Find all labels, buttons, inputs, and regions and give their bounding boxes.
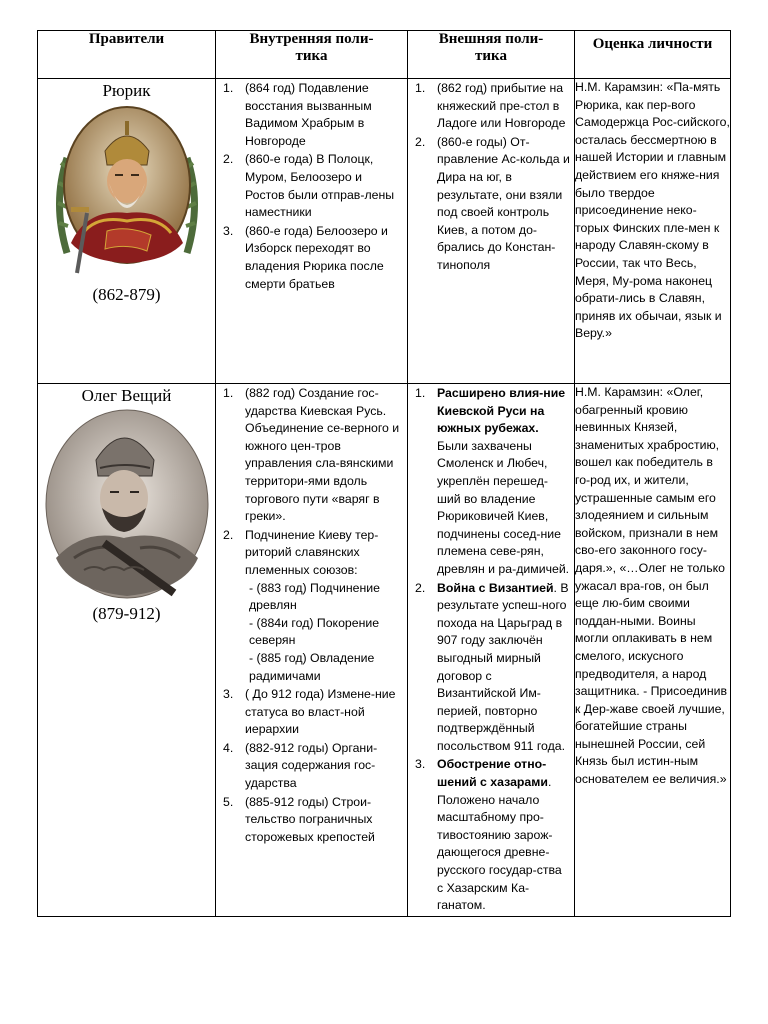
list-item xyxy=(216,80,407,150)
item-bold-text: Расширено влия-ние Киевской Руси на южных рубежах. xyxy=(437,386,566,436)
list-item xyxy=(408,580,574,756)
ruler-dates: (862-879) xyxy=(92,285,161,304)
item-number: 2. xyxy=(223,152,234,167)
list-item xyxy=(216,794,407,847)
list-item xyxy=(408,385,574,579)
ruler-cell xyxy=(38,384,216,917)
list-item xyxy=(408,134,574,275)
internal-policy-cell xyxy=(216,384,408,917)
item-text: (862 год) прибытие на княжеский пре-стол в Ладоге или Новгороде xyxy=(437,81,566,131)
item-number: 5. xyxy=(223,794,234,809)
item-number: 2. xyxy=(415,134,426,149)
item-text: ( До 912 года) Измене-ние статуса во власт-ной иерархии xyxy=(245,687,396,737)
header-personality-assessment: Оценка личности xyxy=(575,31,731,79)
item-text: (860-е годы) От-правление Ас-кольда и Дира на юг, в результате, они взяли под своей контроль Киев, а потом до-брались до Констан-тинополя xyxy=(437,134,570,272)
oleg-portrait-image xyxy=(44,408,210,600)
list-item xyxy=(216,686,407,739)
ruler-row-rurik xyxy=(38,79,731,384)
ruler-cell xyxy=(38,79,216,384)
assessment-cell xyxy=(575,79,731,384)
ruler-name: Олег Вещий xyxy=(81,386,172,405)
list-item xyxy=(408,80,574,133)
item-text: (882 год) Создание гос-ударства Киевская Русь. Объединение се-верного и южного цен-тров управления сла-вянскими территори-ями вдоль торгового пути «варяг в греки». xyxy=(245,386,400,524)
internal-policy-cell xyxy=(216,79,408,384)
item-number: 2. xyxy=(415,580,426,595)
item-number: 2. xyxy=(223,527,234,542)
ruler-name: Рюрик xyxy=(102,81,151,100)
item-bold-text: Война с Византией xyxy=(437,580,554,595)
list-item xyxy=(216,223,407,293)
list-item xyxy=(216,151,407,221)
item-number: 1. xyxy=(415,81,426,95)
rurik-portrait-image xyxy=(47,103,207,281)
item-number: 3. xyxy=(415,757,426,772)
list-item xyxy=(408,756,574,914)
header-external-policy-text: Внешняя поли- тика xyxy=(438,31,544,64)
ruler-dates: (879-912) xyxy=(92,604,161,623)
header-internal-policy xyxy=(216,31,408,79)
item-number: 3. xyxy=(223,687,234,702)
header-rulers: Правители xyxy=(38,31,216,79)
rulers-table xyxy=(37,30,731,917)
assessment-text: Н.М. Карамзин: «Олег, обагренный кровию невинных Князей, знаменитых храбростию, вошел как победитель в го-род их, и жители, устрашенные самым его злодеянием и сильным войском, признали в нем сво-его законного госу-даря.», «…Олег не только ужасал вра-гов, он был еще лю-бим своими поддан-ными. Воины могли оплакивать в нем смелого, искусного предводителя, а народ защитника. - Присоединив к Дер-жаве своей лучшие, богатейшие страны нынешней России, сей Князь был истин-ным основателем ее величия.» xyxy=(575,385,728,787)
item-text: (860-е года) Белоозеро и Изборск переходят во владения Рюрика после смерти братьев xyxy=(245,223,388,291)
list-item xyxy=(216,527,407,685)
item-bold-text: Обострение отно-шений с хазарами xyxy=(437,757,548,790)
list-item xyxy=(216,385,407,526)
assessment-text: Н.М. Карамзин: «Па-мять Рюрика, как пер-вого Самодержца Рос-сийского, осталась бессмертною в нашей Истории и главным действием его княже-ния было твердое присоединение неко-торых Финских пле-мен к народу Славян-скому в России, так что Весь, Меря, Му-рома наконец обрати-лись в Славян, приняв их обычаи, язык и Веру.» xyxy=(575,80,730,341)
item-number: 1. xyxy=(223,81,234,95)
item-text: (860-е года) В Полоцк, Муром, Белоозеро и Ростов были отправ-лены наместники xyxy=(245,152,395,220)
header-external-policy xyxy=(408,31,575,79)
item-text: Были захвачены Смоленск и Любеч, укреплён перешед-ший во владение Рюриковичей Киев, подчинены сосед-ние племена севе-рян, древлян и ра-димичей. xyxy=(437,438,570,576)
external-policy-cell xyxy=(408,79,575,384)
item-number: 4. xyxy=(223,740,234,755)
item-number: 3. xyxy=(223,223,234,238)
list-item xyxy=(216,740,407,793)
item-text: (882-912 годы) Органи-зация содержания гос-ударства xyxy=(245,740,378,791)
header-internal-policy-text: Внутренняя поли- тика xyxy=(249,31,374,64)
sub-item: - (883 год) Подчинение древлян xyxy=(249,580,380,613)
item-text: (885-912 годы) Строи-тельство пограничных сторожевых крепостей xyxy=(245,794,375,844)
item-text: Подчинение Киеву тер-риторий славянских племенных союзов: xyxy=(245,527,379,577)
item-number: 1. xyxy=(415,386,426,400)
header-row xyxy=(38,31,731,79)
external-policy-cell xyxy=(408,384,575,917)
sub-item: - (885 год) Овладение радимичами xyxy=(249,650,375,683)
item-text: . Положено начало масштабному про-тивостоянию зарож-дающегося древне-русского государ-ства с Хазарским Ка-ганатом. xyxy=(437,775,562,913)
item-text: . В результате успеш-ного похода на Царьград в 907 году заключён выгодный мирный договор с Византийской Им-перией, повторно подтверждённый посольством 911 года. xyxy=(437,580,569,753)
item-text: (864 год) Подавление восстания вызванным Вадимом Храбрым в Новгороде xyxy=(245,81,372,148)
sub-item: - (884и год) Покорение северян xyxy=(249,615,380,648)
ruler-row-oleg xyxy=(38,384,731,917)
assessment-cell xyxy=(575,384,731,917)
item-number: 1. xyxy=(223,386,234,400)
